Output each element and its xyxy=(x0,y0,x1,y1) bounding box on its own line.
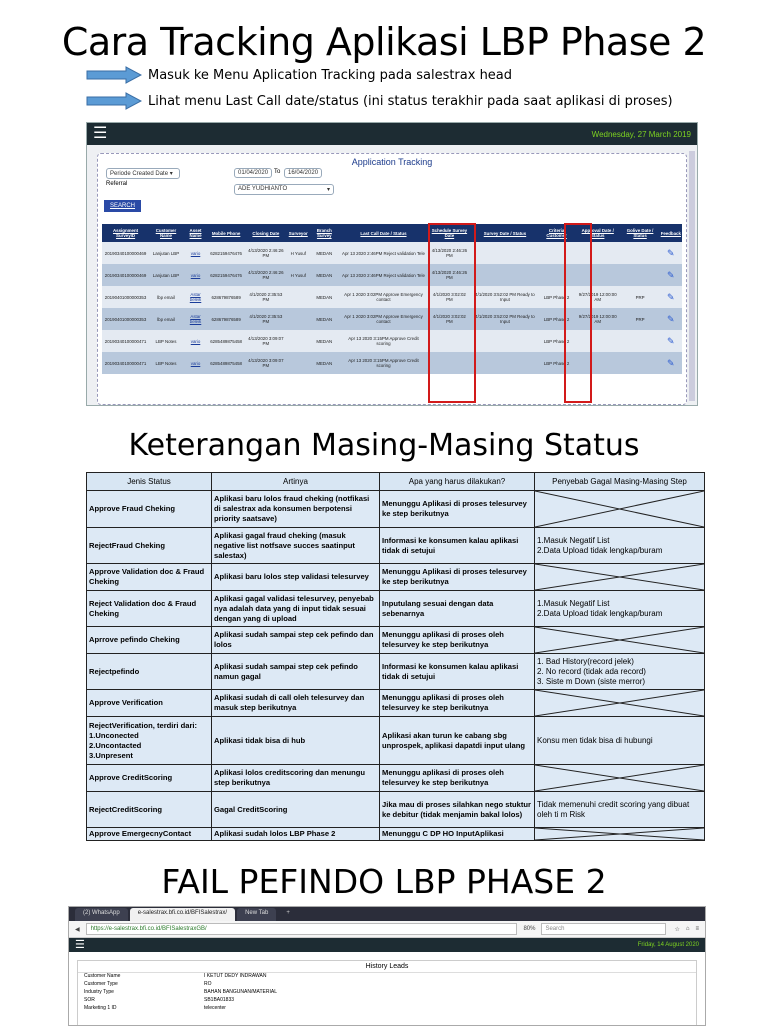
status-name: Reject Validation doc & Fraud Cheking xyxy=(87,591,212,627)
table-cell: Apr 1 2020 3:02PM Approve Emergency contact xyxy=(340,286,427,308)
table-cell: 4/13/2020 2:46:26 PM xyxy=(427,264,471,286)
table-cell: 20190340100000469 xyxy=(102,242,149,264)
column-header[interactable]: Assignment SurveyID xyxy=(102,224,149,242)
table-cell: LBP Notes xyxy=(149,330,183,352)
table-cell: LBP Phase 2 xyxy=(538,286,575,308)
status-name: Aprrove pefindo Cheking xyxy=(87,627,212,654)
field-value: telecenter xyxy=(204,1005,226,1011)
history-leads-panel xyxy=(77,960,697,1026)
menu-icon[interactable]: ≡ xyxy=(695,926,699,932)
table-cell: MEDAN xyxy=(309,352,340,374)
table-cell: 628679876589 xyxy=(208,308,244,330)
status-row xyxy=(87,528,705,564)
not-applicable-cross xyxy=(535,765,705,792)
status-action: Menunggu aplikasi di proses oleh telesurvey ke step berikutnya xyxy=(380,690,535,717)
column-header[interactable]: Closing Date xyxy=(244,224,288,242)
not-applicable-cross xyxy=(535,690,705,717)
column-header[interactable]: Branch Survey xyxy=(309,224,340,242)
column-header[interactable]: Survey Date / Status xyxy=(472,224,539,242)
url-input[interactable]: https://e-salestrax.bfi.co.id/BFISalestraxGB/ xyxy=(86,923,518,935)
status-name: RejectFraud Cheking xyxy=(87,528,212,564)
field-label: Marketing 1 ID xyxy=(84,1005,117,1011)
bullet-2-text: Lihat menu Last Call date/status (ini status terakhir pada saat aplikasi di proses) xyxy=(148,93,673,109)
app-topbar-2 xyxy=(69,938,705,952)
field-label: Industry Type xyxy=(84,989,114,995)
column-header[interactable]: Mobile Phone xyxy=(208,224,244,242)
table-cell: 20190340100000471 xyxy=(102,330,149,352)
table-cell: LBP Notes xyxy=(149,352,183,374)
status-column-header: Artinya xyxy=(212,473,380,491)
date-from-input[interactable]: 01/04/2020 xyxy=(234,168,272,178)
bullet-1 xyxy=(86,66,512,84)
not-applicable-cross xyxy=(535,828,705,841)
table-cell: 4/1/2020 3:52:02 PM Ready to Input xyxy=(472,286,539,308)
column-header[interactable]: Surveyor xyxy=(288,224,309,242)
table-cell[interactable]: Astar beleik xyxy=(183,308,208,330)
status-failure-cause: Konsu men tidak bisa di hubungi xyxy=(535,717,705,765)
table-cell: 20190340100000471 xyxy=(102,352,149,374)
period-select[interactable]: Periode Created Date ▾ xyxy=(106,168,180,179)
status-action: Aplikasi akan turun ke cabang sbg unprospek, aplikasi dapatdi input ulang xyxy=(380,717,535,765)
status-table xyxy=(86,472,705,841)
table-cell: 4/1/2020 3:02:02 PM xyxy=(427,308,471,330)
table-cell: 20190340100000469 xyxy=(102,264,149,286)
status-meaning: Aplikasi sudah sampai step cek pefindo namun gagal xyxy=(212,654,380,690)
status-action: Menunggu C DP HO InputAplikasi xyxy=(380,828,535,841)
field-value: BAHAN BANGUNAN/MATERIAL xyxy=(204,989,277,995)
search-button[interactable]: SEARCH xyxy=(104,200,141,212)
status-action: Menunggu aplikasi di proses oleh telesurvey ke step berikutnya xyxy=(380,765,535,792)
bookmark-star-icon[interactable]: ☆ xyxy=(674,926,680,933)
table-cell: PRP xyxy=(621,286,660,308)
referral-select[interactable]: ADE YUDHIANTO ▾ xyxy=(234,184,334,195)
table-cell: Apr 13 2020 2:46PM Reject validation Tele xyxy=(340,264,427,286)
status-action: Informasi ke konsumen kalau aplikasi tidak di setujui xyxy=(380,654,535,690)
status-action: Jika mau di proses silahkan nego stuktur ke debitur (tidak menjamin bakal lolos) xyxy=(380,792,535,828)
field-value: I KETUT DEDY INDRAWAN xyxy=(204,973,267,979)
status-meaning: Aplikasi tidak bisa di hub xyxy=(212,717,380,765)
bullet-2 xyxy=(86,92,673,110)
back-icon[interactable]: ◀ xyxy=(75,926,80,933)
table-row xyxy=(102,242,682,264)
status-column-header: Penyebab Gagal Masing-Masing Step xyxy=(535,473,705,491)
status-action: Informasi ke konsumen kalau aplikasi tidak di setujui xyxy=(380,528,535,564)
field-value: RO xyxy=(204,981,212,987)
browser-tabs xyxy=(69,907,705,921)
table-cell xyxy=(472,242,539,264)
right-arrow-icon xyxy=(86,92,142,110)
table-cell: 628679876589 xyxy=(208,286,244,308)
field-value: SB1BA01833 xyxy=(204,997,235,1003)
status-name: RejectCreditScoring xyxy=(87,792,212,828)
table-cell: Apr 13 2020 2:46PM Reject validation Tele xyxy=(340,242,427,264)
table-cell xyxy=(288,286,309,308)
tracking-table xyxy=(102,224,682,374)
status-action: Menunggu Aplikasi di proses telesurvey ke step berikutnya xyxy=(380,491,535,528)
referral-select-value: ADE YUDHIANTO xyxy=(238,186,288,192)
highlight-last-call xyxy=(428,223,476,403)
table-cell[interactable]: vario xyxy=(183,352,208,374)
table-cell: MEDAN xyxy=(309,330,340,352)
date-to-input[interactable]: 16/04/2020 xyxy=(284,168,322,178)
app-date: Wednesday, 27 March 2019 xyxy=(591,129,691,139)
status-name: Approve Verification xyxy=(87,690,212,717)
table-cell: Apr 13 2020 3:15PM Approve Credit scoring xyxy=(340,330,427,352)
scrollbar[interactable] xyxy=(689,151,695,401)
field-label: SOR xyxy=(84,997,95,1003)
column-header[interactable]: Customer Name xyxy=(149,224,183,242)
tracking-table-header xyxy=(102,224,682,242)
table-cell: 4/1/2020 3:52:02 PM Ready to Input xyxy=(472,308,539,330)
status-failure-cause: 1. Bad History(record jelek) 2. No record (tidak ada record) 3. Siste m Down (siste merror) xyxy=(535,654,705,690)
table-cell: 4/13/2020 3:09:07 PM xyxy=(244,330,288,352)
table-cell: LBP Phase 2 xyxy=(538,352,575,374)
status-meaning: Aplikasi sudah di call oleh telesurvey dan masuk step berikutnya xyxy=(212,690,380,717)
status-name: Approve Validation doc & Fraud Cheking xyxy=(87,564,212,591)
tracking-panel xyxy=(97,153,687,405)
referral-label: Referral xyxy=(106,181,128,187)
field-label: Customer Type xyxy=(84,981,118,987)
status-meaning: Gagal CreditScoring xyxy=(212,792,380,828)
table-cell xyxy=(288,330,309,352)
table-cell: 4/1/2020 3:02:02 PM xyxy=(427,286,471,308)
status-row xyxy=(87,717,705,765)
table-cell: 4/13/2020 2:46:26 PM xyxy=(244,264,288,286)
status-name: Approve CreditScoring xyxy=(87,765,212,792)
table-cell[interactable]: vario xyxy=(183,264,208,286)
status-row xyxy=(87,491,705,528)
table-cell xyxy=(288,352,309,374)
table-cell: 4/13/2020 3:09:07 PM xyxy=(244,352,288,374)
status-title: Keterangan Masing-Masing Status xyxy=(128,428,640,463)
status-action: Inputulang sesuai dengan data sebenarnya xyxy=(380,591,535,627)
status-action: Menunggu aplikasi di proses oleh telesurvey ke step berikutnya xyxy=(380,627,535,654)
status-meaning: Aplikasi gagal validasi telesurvey, penyebab nya adalah data yang di input tidak sesuai dengan yang di upload xyxy=(212,591,380,627)
feedback-edit-icon[interactable]: ✎ xyxy=(660,286,682,308)
status-action: Menunggu Aplikasi di proses telesurvey ke step berikutnya xyxy=(380,564,535,591)
table-cell xyxy=(621,330,660,352)
column-header[interactable]: Asset Name xyxy=(183,224,208,242)
history-field-row xyxy=(78,997,696,1005)
status-meaning: Aplikasi lolos creditscoring dan menungu step berikutnya xyxy=(212,765,380,792)
feedback-edit-icon[interactable]: ✎ xyxy=(660,352,682,374)
tab-whatsapp[interactable]: (2) WhatsApp xyxy=(75,908,128,921)
table-cell: MEDAN xyxy=(309,286,340,308)
status-failure-cause: 1.Masuk Negatif List 2.Data Upload tidak lengkap/buram xyxy=(535,591,705,627)
table-cell: 4/13/2020 2:46:26 PM xyxy=(427,242,471,264)
table-cell: lbp email xyxy=(149,286,183,308)
column-header[interactable]: Golive Date / Status xyxy=(621,224,660,242)
right-arrow-icon xyxy=(86,66,142,84)
table-row xyxy=(102,330,682,352)
history-leads-screenshot xyxy=(68,906,706,1026)
table-cell: MEDAN xyxy=(309,264,340,286)
table-cell[interactable]: vario xyxy=(183,330,208,352)
status-meaning: Aplikasi gagal fraud cheking (masuk negative list notfsave succes saatinput salestax) xyxy=(212,528,380,564)
feedback-edit-icon[interactable]: ✎ xyxy=(660,308,682,330)
highlight-criteria xyxy=(564,223,592,403)
table-cell: Apr 13 2020 3:15PM Approve Credit scoring xyxy=(340,352,427,374)
period-select-value: Periode Created Date xyxy=(110,171,169,177)
column-header[interactable]: Approval Date / Status xyxy=(575,224,621,242)
table-cell: 6285489875458 xyxy=(208,330,244,352)
app-topbar xyxy=(87,123,697,145)
not-applicable-cross xyxy=(535,491,705,528)
status-row xyxy=(87,564,705,591)
table-cell: LBP Phase 2 xyxy=(538,308,575,330)
table-cell xyxy=(288,308,309,330)
table-cell xyxy=(472,330,539,352)
status-table-header xyxy=(87,473,705,491)
column-header[interactable]: Criteria Customer xyxy=(538,224,575,242)
table-cell: LBP Phase 2 xyxy=(538,330,575,352)
history-field-row xyxy=(78,981,696,989)
table-cell: 20190401000000353 xyxy=(102,286,149,308)
status-row xyxy=(87,627,705,654)
table-cell: 4/1/2020 2:35:53 PM xyxy=(244,286,288,308)
status-meaning: Aplikasi sudah lolos LBP Phase 2 xyxy=(212,828,380,841)
field-label: Customer Name xyxy=(84,973,121,979)
tab-new[interactable]: New Tab xyxy=(237,908,276,921)
table-cell: 6282159476476 xyxy=(208,264,244,286)
status-row xyxy=(87,690,705,717)
status-name: Rejectpefindo xyxy=(87,654,212,690)
status-meaning: Aplikasi sudah sampai step cek pefindo dan lolos xyxy=(212,627,380,654)
status-name: Approve Fraud Cheking xyxy=(87,491,212,528)
table-cell xyxy=(472,352,539,374)
zoom-level: 80% xyxy=(523,926,536,932)
column-header[interactable]: Last Call Date / Status xyxy=(340,224,427,242)
table-cell: 9/27/2019 12:00:00 AM xyxy=(575,308,621,330)
app-date-2: Friday, 14 August 2020 xyxy=(637,942,699,948)
main-title: Cara Tracking Aplikasi LBP Phase 2 xyxy=(61,20,707,64)
status-meaning: Aplikasi baru lolos step validasi telesurvey xyxy=(212,564,380,591)
hamburger-menu-icon[interactable]: ☰ xyxy=(93,125,108,142)
status-row xyxy=(87,828,705,841)
column-header[interactable]: Feedback xyxy=(660,224,682,242)
feedback-edit-icon[interactable]: ✎ xyxy=(660,330,682,352)
new-tab-icon[interactable]: + xyxy=(286,910,290,916)
history-field-row xyxy=(78,973,696,981)
status-row xyxy=(87,591,705,627)
table-cell xyxy=(472,264,539,286)
status-name: Approve EmergecnyContact xyxy=(87,828,212,841)
table-cell: Lanjutan LBP xyxy=(149,242,183,264)
fail-pefindo-title: FAIL PEFINDO LBP PHASE 2 xyxy=(161,862,607,901)
history-field-row xyxy=(78,989,696,997)
status-row xyxy=(87,765,705,792)
table-row xyxy=(102,308,682,330)
table-cell: lbp email xyxy=(149,308,183,330)
history-field-row xyxy=(78,1005,696,1013)
status-name: RejectVerification, terdiri dari: 1.Unconected 2.Uncontacted 3.Unpresent xyxy=(87,717,212,765)
feedback-edit-icon[interactable]: ✎ xyxy=(660,242,682,264)
table-cell xyxy=(621,264,660,286)
status-meaning: Aplikasi baru lolos fraud cheking (notfikasi di salestrax ada konsumen berpotensi priority saatsave) xyxy=(212,491,380,528)
address-bar xyxy=(69,921,705,938)
table-cell: 20190401000000353 xyxy=(102,308,149,330)
application-tracking-screenshot xyxy=(86,122,698,406)
status-column-header: Jenis Status xyxy=(87,473,212,491)
not-applicable-cross xyxy=(535,564,705,591)
history-leads-title: History Leads xyxy=(78,961,696,973)
feedback-edit-icon[interactable]: ✎ xyxy=(660,264,682,286)
status-failure-cause: Tidak memenuhi credit scoring yang dibuat oleh ti m Risk xyxy=(535,792,705,828)
table-cell: Lanjutan LBP xyxy=(149,264,183,286)
table-cell xyxy=(621,242,660,264)
table-cell: 4/13/2020 2:46:26 PM xyxy=(244,242,288,264)
table-cell: 9/27/2019 12:00:00 AM xyxy=(575,286,621,308)
browser-search-input[interactable]: Search xyxy=(541,923,666,935)
table-cell: H Yusuf xyxy=(288,264,309,286)
table-cell: PRP xyxy=(621,308,660,330)
home-icon[interactable]: ⌂ xyxy=(685,926,690,932)
table-cell: 6285489875458 xyxy=(208,352,244,374)
not-applicable-cross xyxy=(535,627,705,654)
tab-salestrax[interactable]: e-salestrax.bfi.co.id/BFISalestrax/ xyxy=(130,908,235,921)
table-row xyxy=(102,264,682,286)
column-header[interactable]: Schedule Survey Date xyxy=(427,224,471,242)
table-cell: MEDAN xyxy=(309,308,340,330)
table-cell: 4/1/2020 2:35:53 PM xyxy=(244,308,288,330)
status-column-header: Apa yang harus dilakukan? xyxy=(380,473,535,491)
to-label: To xyxy=(274,169,281,175)
status-failure-cause: 1.Masuk Negatif List 2.Data Upload tidak lengkap/buram xyxy=(535,528,705,564)
table-row xyxy=(102,352,682,374)
table-cell xyxy=(621,352,660,374)
status-row xyxy=(87,654,705,690)
status-row xyxy=(87,792,705,828)
panel-title: Application Tracking xyxy=(351,157,433,167)
table-cell: 6282159476476 xyxy=(208,242,244,264)
table-cell: MEDAN xyxy=(309,242,340,264)
table-cell[interactable]: Astar beleik xyxy=(183,286,208,308)
table-cell: H Yusuf xyxy=(288,242,309,264)
table-cell: Apr 1 2020 3:02PM Approve Emergency contact xyxy=(340,308,427,330)
table-cell[interactable]: vario xyxy=(183,242,208,264)
table-row xyxy=(102,286,682,308)
hamburger-menu-icon[interactable]: ☰ xyxy=(75,939,85,951)
bullet-1-text: Masuk ke Menu Aplication Tracking pada salestrax head xyxy=(148,67,513,83)
